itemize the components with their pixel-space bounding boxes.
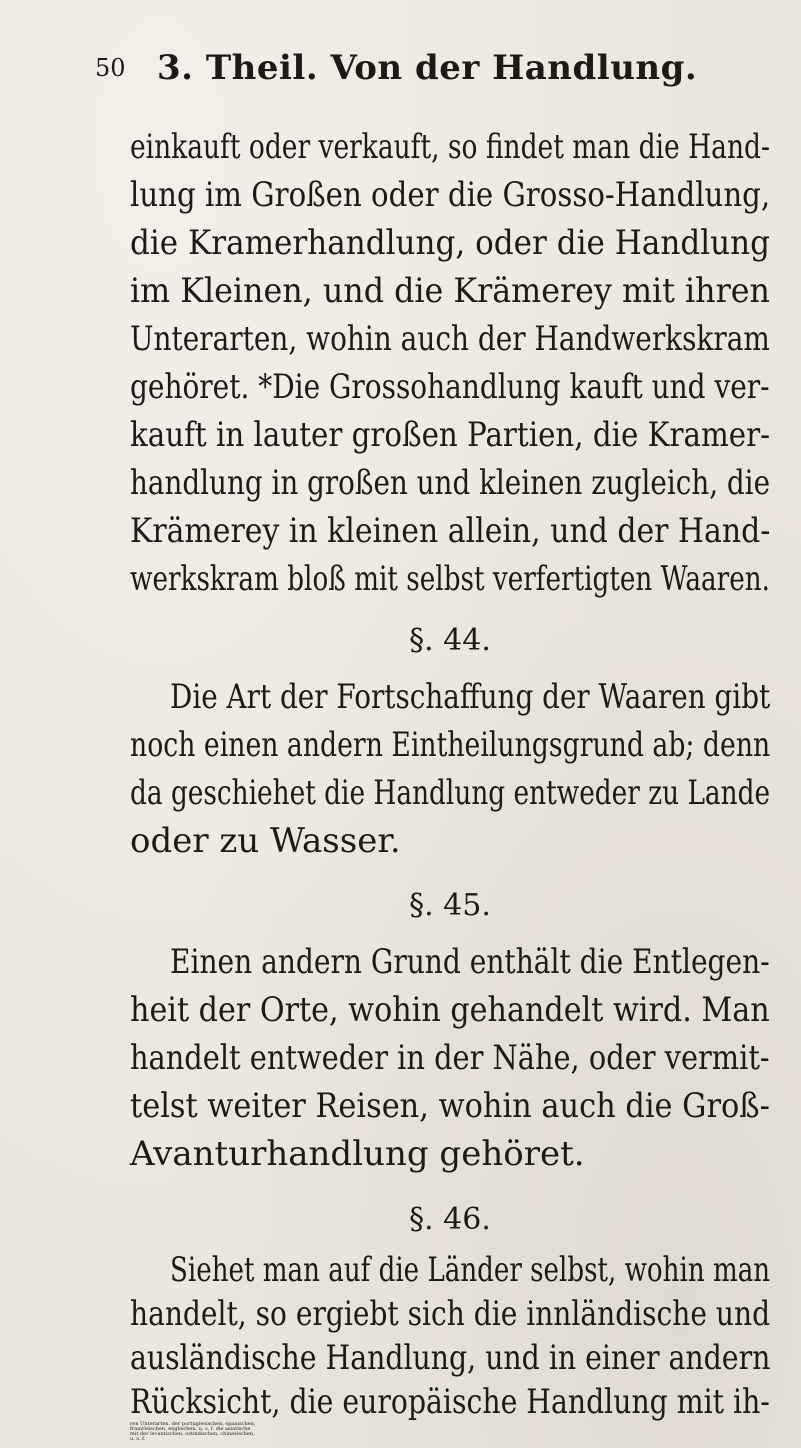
text-line: kauft in lauter großen Partien, die Kramer-: [130, 415, 770, 455]
text-line: da geschiehet die Handlung entweder zu Lande: [130, 773, 771, 813]
text-line: Krämerey in kleinen allein, und der Hand-: [130, 511, 771, 551]
text-line: Avanturhandlung gehöret.: [130, 1134, 585, 1174]
text-line: ausländische Handlung, und in einer andern: [130, 1338, 771, 1378]
text-line: noch einen andern Eintheilungsgrund ab; denn: [130, 725, 771, 765]
text-line: Die Art der Fortschaffung der Waaren gibt: [170, 677, 771, 717]
text-line: werkskram bloß mit selbst verfertigten Waaren.: [130, 559, 770, 599]
text-line: gehöret. *Die Grossohandlung kauft und ver-: [130, 367, 770, 407]
section-heading-44: §. 44.: [409, 623, 491, 658]
text-line: heit der Orte, wohin gehandelt wird. Man: [130, 990, 770, 1030]
text-line: Siehet man auf die Länder selbst, wohin man: [170, 1250, 771, 1290]
text-line: u. s. f.: [130, 1436, 146, 1442]
page-number: 50: [95, 54, 126, 82]
section-heading-46: §. 46.: [409, 1202, 491, 1237]
text-line: die Kramerhandlung, oder die Handlung: [130, 223, 770, 263]
running-title: 3. Theil. Von der Handlung.: [157, 48, 698, 88]
text-line: Unterarten, wohin auch der Handwerkskram: [130, 319, 770, 359]
text-line: im Kleinen, und die Krämerey mit ihren: [130, 271, 770, 311]
text-line: handelt entweder in der Nähe, oder vermit-: [130, 1038, 770, 1078]
text-line: lung im Großen oder die Grosso-Handlung,: [130, 175, 771, 215]
section-heading-45: §. 45.: [409, 888, 491, 923]
text-line: telst weiter Reisen, wohin auch die Groß-: [130, 1086, 770, 1126]
text-line: ren Unterarten, der portugiesischen, spanischen,: [130, 1421, 256, 1427]
text-line: mit der levantischen, ostindischen, chinesischen,: [130, 1431, 255, 1437]
running-header: [95, 38, 715, 98]
text-line: handlung in großen und kleinen zugleich, die: [130, 463, 771, 503]
text-line: handelt, so ergiebt sich die innländische und: [130, 1294, 771, 1334]
text-line: Einen andern Grund enthält die Entlegen-: [170, 942, 770, 982]
text-line: oder zu Wasser.: [130, 821, 401, 861]
text-line: einkauft oder verkauft, so findet man die Hand-: [130, 127, 770, 167]
text-line: französischen, englischen, u. s. f. die asiatische: [130, 1426, 251, 1432]
text-line: Rücksicht, die europäische Handlung mit ih-: [130, 1382, 770, 1422]
